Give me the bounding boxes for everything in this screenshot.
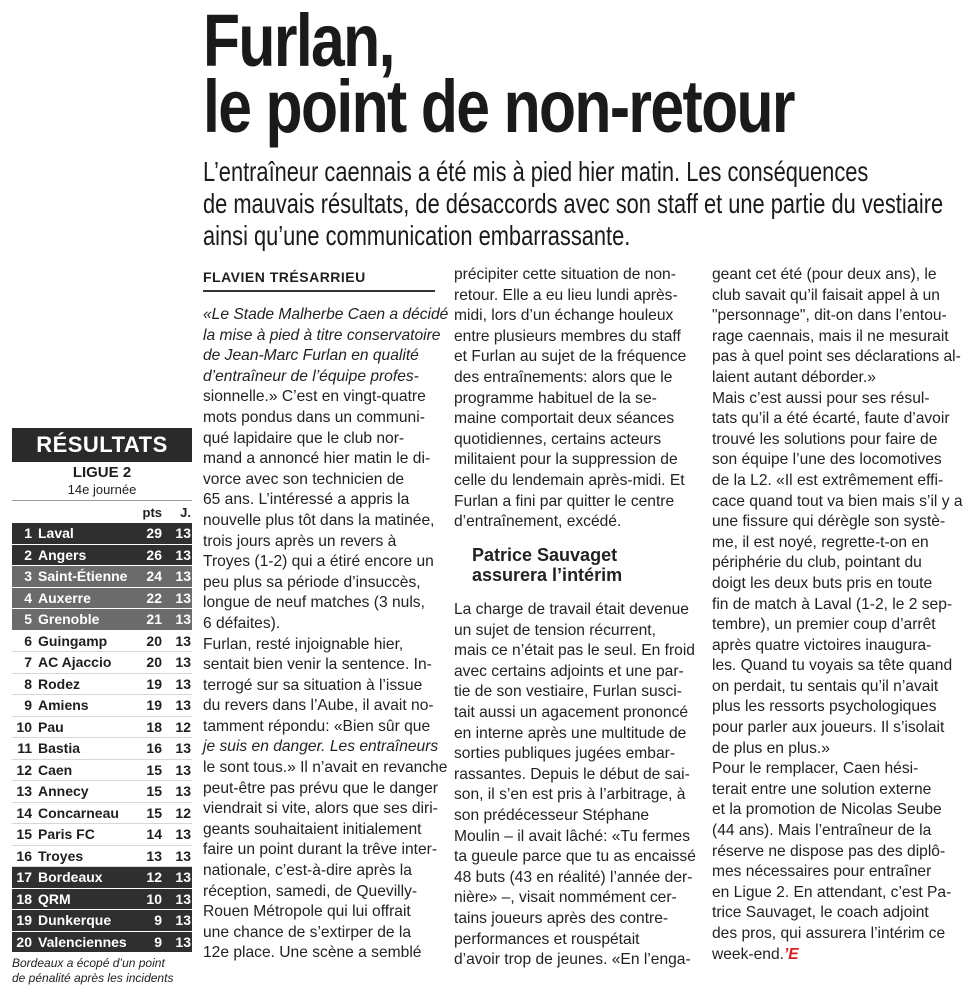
text-line: retour. Elle a eu lieu lundi après- (454, 286, 678, 304)
text-line: laient autant déborder.» (712, 368, 876, 386)
points-cell: 20 (146, 632, 162, 649)
standings-row (12, 910, 192, 932)
rank-cell: 13 (16, 783, 32, 799)
points-cell: 10 (146, 890, 162, 907)
text-line: week-end.’E (712, 945, 799, 963)
note-line: Bordeaux a écopé d’un point (12, 956, 165, 970)
text-line: quotidiennes, certains acteurs (454, 430, 662, 448)
played-cell: 13 (175, 611, 191, 627)
text-line: plus les ressorts psychologiques (712, 698, 937, 716)
team-cell: Caen (38, 761, 73, 778)
text-line: la mise à pied à titre conservatoire (203, 326, 441, 344)
team-cell: Concarneau (38, 804, 119, 821)
text-line: Furlan a fini par quitter le centre (454, 492, 675, 510)
text-line: 48 buts (43 en réalité) l’année der- (454, 868, 693, 886)
text-line: pas à quel point ses déclarations al- (712, 348, 961, 366)
text-line: réception, samedi, de Quevilly- (203, 882, 418, 900)
standings-row (12, 889, 192, 911)
text-line: son équipe l’une des locomotives (712, 451, 942, 469)
league-name: LIGUE 2 (72, 464, 132, 481)
rank-cell: 16 (16, 847, 32, 864)
team-cell: QRM (38, 890, 71, 907)
text-line: d’entraînement, excédé. (454, 513, 622, 531)
standings-row (12, 803, 192, 825)
standings-row (12, 717, 192, 739)
text-line: rage caennais, mais il ne mesurait (712, 327, 949, 345)
text-line: trice Sauvaget, le coach adjoint (712, 904, 929, 922)
team-cell: Valenciennes (38, 933, 127, 950)
text-line: des entraînements: alors que le (454, 368, 673, 386)
points-cell: 19 (146, 697, 162, 713)
text-line: sorties publiques jugées embar- (454, 745, 676, 763)
standings-row (12, 824, 192, 846)
points-cell: 15 (146, 804, 162, 821)
text-line: son prédécesseur Stéphane (454, 806, 650, 824)
text-line: les. Quand tu voyais sa tête quand (712, 657, 953, 675)
points-cell: 18 (146, 718, 162, 735)
text-line: tains joueurs après des contre- (454, 909, 669, 927)
results-title: RÉSULTATS (12, 428, 192, 462)
text-line: son, il s’en est pris à l’arbitrage, à (454, 786, 686, 804)
text-line: militaient pour la suppression de (454, 451, 678, 469)
text-line: tamment répondu: «Bien sûr que (203, 717, 431, 735)
results-sidebar (12, 428, 192, 986)
text-line: doigt les deux buts pris en toute (712, 574, 933, 592)
standings-row (12, 781, 192, 803)
text-line: me, il est noyé, regrette-t-on en (712, 533, 929, 551)
text-line: faire un point durant la trêve inter- (203, 841, 438, 859)
rank-cell: 4 (24, 589, 32, 606)
played-cell: 13 (175, 525, 191, 541)
round-label: 14e journée (12, 482, 192, 501)
text-line: 65 ans. L’intéressé a appris la (203, 491, 410, 509)
text-line: une fissure qui dérègle son systè- (712, 513, 946, 531)
rank-cell: 11 (17, 740, 32, 756)
team-cell: Pau (38, 718, 64, 735)
subheading-line: Patrice Sauvaget (472, 545, 618, 565)
points-cell: 12 (146, 869, 162, 885)
standings-header (12, 501, 192, 523)
text-line: périphérie du club, pointant du (712, 554, 922, 572)
text-line: 6 défaites). (203, 614, 281, 632)
text-line: club savait qu’il faisait appel à un (712, 286, 940, 304)
text-line: geants souhaitaient initialement (203, 820, 422, 838)
text-line: je suis en danger. Les entraîneurs (203, 738, 439, 756)
played-cell: 13 (175, 632, 191, 649)
points-cell: 15 (146, 783, 162, 799)
text-line: des pros, qui assurera l’intérim ce (712, 925, 946, 942)
text-line: et la promotion de Nicolas Seube (712, 801, 942, 819)
text-line: après quatre victoires inaugura- (712, 636, 932, 654)
text-line: Pour le remplacer, Caen hési- (712, 760, 919, 778)
text-line: rassantes. Depuis le début de sai- (454, 765, 690, 783)
played-cell: 13 (175, 697, 191, 713)
played-cell: 13 (175, 761, 191, 778)
rank-cell: 5 (24, 611, 32, 627)
text-line: pour parler aux joueurs. Il s’isolait (712, 719, 945, 737)
rank-cell: 18 (16, 890, 32, 907)
points-cell: 9 (154, 912, 162, 928)
rank-cell: 9 (24, 697, 32, 713)
text-line: mes nécessaires pour entraîner (712, 863, 932, 881)
standings-row (12, 652, 192, 674)
team-cell: AC Ajaccio (38, 654, 112, 670)
text-line: midi, lors d’un échange houleux (454, 307, 674, 325)
text-line: du revers dans l’Aube, il avait no- (203, 697, 434, 715)
text-line: une chance de s’extirper de la (203, 923, 412, 941)
played-cell: 13 (175, 826, 191, 842)
article-column-2 (454, 265, 690, 533)
text-line: nouvelle plus tôt dans la matinée, (203, 511, 435, 529)
points-cell: 20 (146, 654, 162, 670)
rank-cell: 10 (16, 718, 32, 735)
text-line: en interne après une multitude de (454, 724, 687, 742)
text-line: nière» –, visait nommément cer- (454, 889, 677, 907)
text-line: maine comportait deux séances (454, 410, 675, 428)
team-cell: Annecy (38, 783, 89, 799)
note-line: de pénalité après les incidents (12, 971, 174, 985)
text-line: longue de neuf matches (3 nuls, (203, 594, 425, 612)
standings-row (12, 609, 192, 631)
text-line: d’avoir trop de jeunes. «En l’enga- (454, 951, 691, 969)
text-line: "personnage", dit-on dans l’entou- (712, 307, 947, 325)
text-line: le sont tous.» Il n’avait en revanche (203, 759, 448, 777)
rank-cell: 17 (16, 869, 32, 885)
byline: FLAVIEN TRÉSARRIEU (203, 266, 435, 292)
team-cell: Saint-Étienne (38, 568, 128, 584)
text-line: et Furlan au sujet de la fréquence (454, 348, 687, 366)
text-line: terait entre une solution externe (712, 780, 932, 798)
text-line: trois jours après un revers à (203, 532, 397, 550)
text-line: de la L2. «Il est extrêmement effi- (712, 471, 944, 489)
text-line: «Le Stade Malherbe Caen a décidé (203, 306, 449, 323)
team-cell: Rodez (38, 675, 80, 692)
standings-row (12, 760, 192, 782)
rank-cell: 2 (24, 546, 32, 563)
text-line: programme habituel de la se- (454, 389, 657, 407)
headline (203, 0, 834, 148)
end-mark-logo: ’E (783, 945, 799, 963)
team-cell: Dunkerque (38, 912, 112, 928)
standings-row (12, 738, 192, 760)
played-cell: 13 (175, 847, 191, 864)
points-cell: 21 (146, 611, 162, 627)
text-line: on perdait, tu sentais qu’il n’avait (712, 677, 939, 695)
col-played-header: J. (180, 505, 191, 520)
text-line: trouvé les solutions pour faire de (712, 430, 938, 448)
text-line: geant cet été (pour deux ans), le (712, 266, 937, 283)
text-line: performances et rouspétait (454, 930, 640, 948)
text-line: Furlan, resté injoignable hier, (203, 635, 404, 653)
rank-cell: 3 (24, 568, 32, 584)
standings-row (12, 867, 192, 889)
played-cell: 13 (175, 654, 191, 670)
text-line: (44 ans). Mais l’entraîneur de la (712, 822, 932, 840)
text-line: 12e place. Une scène a semblé (203, 944, 422, 962)
rank-cell: 6 (24, 632, 32, 649)
standfirst-line: L’entraîneur caennais a été mis à pied hier matin. Les conséquences (203, 156, 869, 187)
text-line: en Ligue 2. En attendant, c’est Pa- (712, 883, 952, 901)
text-line: peut-être pas prévu que le danger (203, 779, 438, 797)
points-cell: 24 (146, 568, 162, 584)
standings-row (12, 846, 192, 868)
headline-line-2: le point de non-retour (203, 65, 794, 148)
points-cell: 16 (146, 740, 162, 756)
text-line: entre plusieurs membres du staff (454, 327, 681, 345)
team-cell: Grenoble (38, 611, 100, 627)
standfirst (203, 156, 944, 252)
text-line: Moulin – il avait lâché: «Tu fermes (454, 827, 691, 845)
played-cell: 13 (175, 783, 191, 799)
text-line: nationale, c’est-à-dire après la (203, 862, 412, 880)
text-line: de plus en plus.» (712, 739, 830, 757)
column-2-part-1 (454, 265, 690, 533)
rank-cell: 15 (16, 826, 32, 842)
text-line: Mais c’est aussi pour ses résul- (712, 389, 930, 407)
text-line: celle du lendemain après-midi. Et (454, 471, 685, 489)
team-cell: Guingamp (38, 632, 108, 649)
text-line: tembre), un premier coup d’arrêt (712, 616, 936, 634)
text-line: tats qu’il a été écarté, faute d’avoir (712, 410, 950, 428)
col-points-header: pts (142, 505, 162, 520)
rank-cell: 19 (16, 912, 32, 928)
played-cell: 12 (175, 718, 191, 735)
team-cell: Paris FC (38, 826, 95, 842)
rank-cell: 8 (24, 675, 32, 692)
rank-cell: 1 (24, 525, 32, 541)
points-cell: 13 (146, 847, 162, 864)
standings-row (12, 588, 192, 610)
played-cell: 13 (175, 546, 191, 563)
team-cell: Amiens (38, 697, 89, 713)
team-cell: Angers (38, 546, 87, 563)
points-cell: 14 (146, 826, 162, 842)
text-line: vorce avec son technicien de (203, 470, 405, 488)
standings-row (12, 674, 192, 696)
points-cell: 22 (146, 589, 162, 606)
team-cell: Bastia (38, 740, 81, 756)
text-line: réserve ne dispose pas des diplô- (712, 842, 946, 860)
text-line: précipiter cette situation de non- (454, 266, 676, 283)
text-line: mand a annoncé hier matin le di- (203, 450, 431, 468)
text-line: peu plus sa période d’insuccès, (203, 573, 421, 591)
standings-row (12, 566, 192, 588)
subheading (472, 545, 622, 585)
text-line: qué lapidaire que le club nor- (203, 429, 405, 447)
standings-row (12, 695, 192, 717)
text-line: sentait bien venir la sentence. In- (203, 656, 432, 674)
played-cell: 13 (175, 890, 191, 907)
points-cell: 15 (146, 761, 162, 778)
standings-row (12, 545, 192, 567)
standfirst-line: ainsi qu’une communication embarrassante. (203, 220, 631, 251)
played-cell: 13 (175, 869, 191, 885)
team-cell: Bordeaux (38, 869, 103, 885)
article-column-3 (712, 265, 968, 965)
rank-cell: 14 (16, 804, 32, 821)
standfirst-line: de mauvais résultats, de désaccords avec son staff et une partie du vestiaire (203, 188, 944, 219)
text-line: mots pondus dans un communi- (203, 408, 425, 426)
standings-note (12, 956, 192, 986)
column-2-part-2 (454, 600, 696, 971)
played-cell: 13 (175, 740, 191, 756)
standings-row (12, 523, 192, 545)
text-line: tait aussi un agacement prononcé (454, 703, 689, 721)
text-line: terrogé sur sa situation à l’issue (203, 676, 423, 694)
text-line: un sujet de tension récurrent, (454, 621, 656, 639)
text-line: de Jean-Marc Furlan en qualité (203, 347, 419, 365)
played-cell: 13 (175, 568, 191, 584)
text-line: d’entraîneur de l’équipe profes- (203, 367, 419, 385)
text-line: viendrait si vite, alors que ses diri- (203, 800, 438, 818)
text-line: Rouen Métropole qui lui offrait (203, 903, 411, 921)
points-cell: 9 (154, 933, 162, 950)
text-line: tie de son vestiaire, Furlan susci- (454, 683, 682, 701)
played-cell: 13 (175, 675, 191, 692)
headline-line-1: Furlan, (203, 0, 394, 82)
text-line: Troyes (1-2) qui a étiré encore un (203, 553, 434, 571)
played-cell: 13 (175, 933, 191, 950)
team-cell: Laval (38, 525, 74, 541)
standings-row (12, 631, 192, 653)
points-cell: 29 (146, 525, 162, 541)
team-cell: Troyes (38, 847, 84, 864)
standings-row (12, 932, 192, 954)
points-cell: 19 (146, 675, 162, 692)
standings-table (12, 523, 192, 953)
text-line: cace quand tout va bien mais s’il y a (712, 492, 963, 510)
text-line: ta gueule parce que tu as encaissé (454, 848, 696, 866)
subheading-line: assurera l’intérim (472, 565, 623, 585)
rank-cell: 7 (24, 654, 32, 670)
points-cell: 26 (146, 546, 162, 563)
text-line: mais ce n’était pas le seul. En froid (454, 642, 695, 660)
rank-cell: 12 (16, 761, 32, 778)
team-cell: Auxerre (38, 589, 91, 606)
rank-cell: 20 (16, 933, 32, 950)
played-cell: 12 (175, 804, 191, 821)
played-cell: 13 (175, 912, 191, 928)
text-line: sionnelle.» C’est en vingt-quatre (203, 388, 426, 406)
text-line: avec certains adjoints et une par- (454, 662, 684, 680)
text-line: La charge de travail était devenue (454, 601, 689, 618)
played-cell: 13 (175, 589, 191, 606)
article-column-1 (203, 305, 449, 964)
text-line: fin de match à Laval (1-2, le 2 sep- (712, 595, 953, 613)
